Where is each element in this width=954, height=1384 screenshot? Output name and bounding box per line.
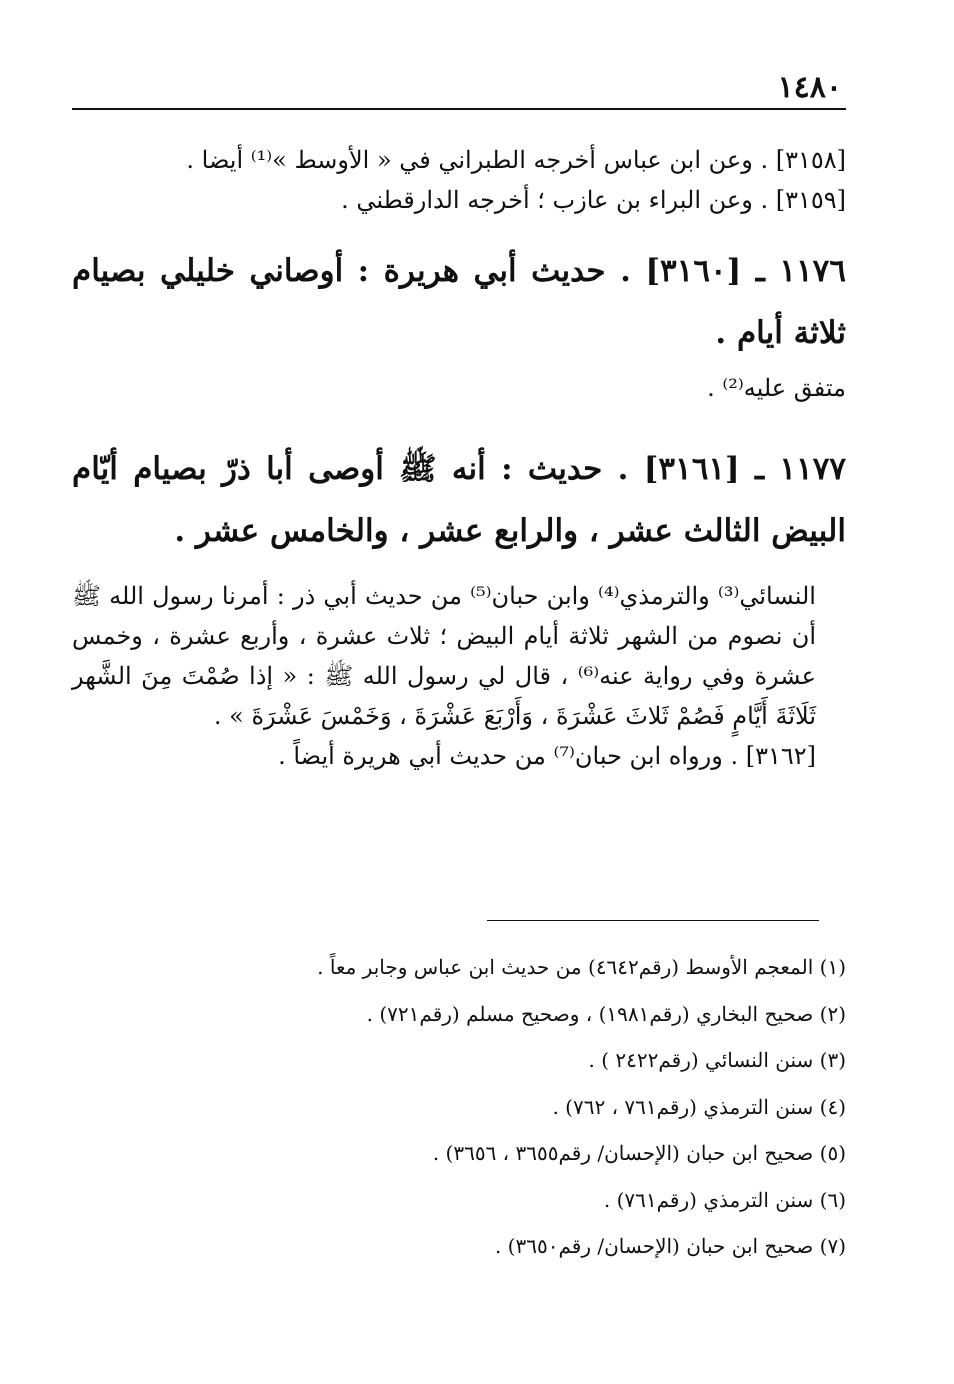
footnote-7: (٧) صحيح ابن حبان (الإحسان/ رقم٣٦٥٠) . <box>494 1234 846 1258</box>
hadith-1176-note: متفق عليه⁽²⁾ . <box>707 374 846 402</box>
footnote-rule <box>487 920 819 921</box>
footnote-6: (٦) سنن الترمذي (رقم٧٦١) . <box>603 1187 846 1212</box>
hadith-1177-commentary: النسائي⁽³⁾ والترمذي⁽⁴⁾ وابن حبان⁽⁵⁾ من حديث أبي ذر : أمرنا رسول الله ﷺ أن نصوم من الشهر ثلاثة أيام البيض ؛ ثلاث عشرة ، وأربع عشرة ، وخمس عشرة وفي رواية عنه⁽⁶⁾ ، قال لي رسول الله ﷺ : « إذا صُمْتَ مِنَ الشَّهر ثَلَاثَةَ أَيَّامٍ فَصُمْ ثَلاثَ عَشْرَةَ ، وَأَرْبَعَ عَشْرَةَ ، وَخَمْسَ عَشْرَةَ » . <box>72 582 817 730</box>
hadith-1177-heading: ١١٧٧ ـ [٣١٦١] . حديث : أنه ﷺ أوصى أبا ذرّ بصيام أيّام البيض الثالث عشر ، والرابع عشر ، والخامس عشر . <box>72 451 846 549</box>
page-header <box>112 70 842 110</box>
footnote-3: (٣) سنن النسائي (رقم٢٤٢٢ ) . <box>588 1048 846 1072</box>
main-text <box>72 140 846 776</box>
footnote-1: (١) المعجم الأوسط (رقم٤٦٤٢) من حديث ابن عباس وجابر معاً . <box>317 955 846 979</box>
header-rule <box>72 108 846 110</box>
page-number: ١٤٨٠ <box>777 70 842 105</box>
footnote-4: (٤) سنن الترمذي (رقم٧٦١ ، ٧٦٢) . <box>552 1094 846 1119</box>
footnote-2: (٢) صحيح البخاري (رقم١٩٨١) ، وصحيح مسلم (رقم٧٢١) . <box>366 1001 846 1026</box>
entry-3162: [٣١٦٢] . ورواه ابن حبان⁽⁷⁾ من حديث أبي هريرة أيضاً . <box>278 742 816 770</box>
entry-3158: [٣١٥٨] . وعن ابن عباس أخرجه الطبراني في « الأوسط »⁽¹⁾ أيضا . <box>186 146 846 174</box>
footnotes <box>72 944 846 1270</box>
entry-3159: [٣١٥٩] . وعن البراء بن عازب ؛ أخرجه الدارقطني . <box>341 186 846 214</box>
hadith-1176-heading: ١١٧٦ ـ [٣١٦٠] . حديث أبي هريرة : أوصاني خليلي بصيام ثلاثة أيام . <box>72 253 846 351</box>
footnote-5: (٥) صحيح ابن حبان (الإحسان/ رقم٣٦٥٥ ، ٣٦٥٦) . <box>432 1141 846 1165</box>
